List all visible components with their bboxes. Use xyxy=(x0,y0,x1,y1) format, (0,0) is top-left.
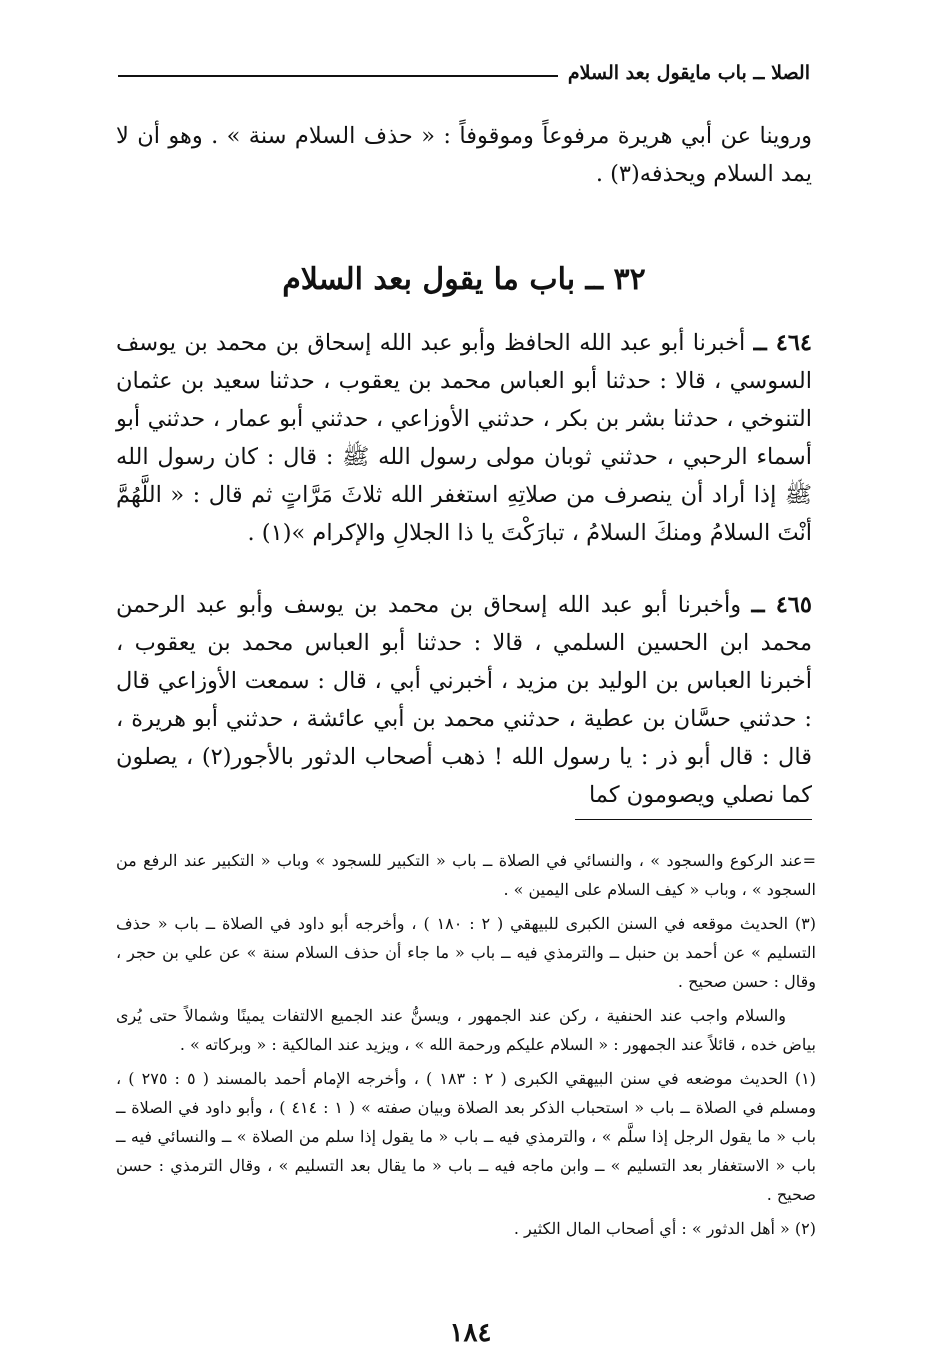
intro-paragraph: وروينا عن أبي هريرة مرفوعاً وموقوفاً : « حذف السلام سنة » . وهو أن لا يمد السلام ويحذفه(٣) . xyxy=(116,123,812,187)
hadith-text: أخبرنا أبو عبد الله الحافظ وأبو عبد الله إسحاق بن محمد بن يوسف السوسي ، قالا : حدثنا أبو العباس محمد بن يعقوب ، حدثنا سعيد بن عثمان التنوخي ، حدثنا بشر بن بكر ، حدثني الأوزاعي ، حدثني أبو عمار ، حدثني أبو أسماء الرحبي ، حدثني ثوبان مولى رسول الله ﷺ : قال : كان رسول الله ﷺ إذا أراد أن ينصرف من صلاتِهِ استغفر الله ثلاثَ مَرَّاتٍ ثم قال : « اللَّهُمَّ أنْتَ السلامُ ومنكَ السلامُ ، تبارَكْتَ يا ذا الجلالِ والإكرام »(١) . xyxy=(116,330,812,546)
running-header xyxy=(118,58,810,88)
hadith-text: وأخبرنا أبو عبد الله إسحاق بن محمد بن يوسف وأبو عبد الرحمن محمد ابن الحسين السلمي ، قالا : حدثنا أبو العباس محمد بن يعقوب ، أخبرنا العباس بن الوليد بن مزيد ، أخبرني أبي ، قال : سمعت الأوزاعي قال : حدثني حسَّان بن عطية ، حدثني محمد بن أبي عائشة ، حدثني أبو هريرة ، قال : قال أبو ذر : يا رسول الله ! ذهب أصحاب الدثور بالأجور(٢) ، يصلون كما نصلي ويصومون كما xyxy=(116,592,813,808)
page-number: ١٨٤ xyxy=(449,1318,492,1348)
footnote-separator xyxy=(575,819,812,820)
hadith-464 xyxy=(116,324,812,552)
footnote-2: (٢) « أهل الدثور » : أي أصحاب المال الكثير . xyxy=(513,1219,816,1238)
running-head-title: الصلا ــ باب مايقول بعد السلام xyxy=(567,62,810,84)
footnote-continuation: =عند الركوع والسجود » ، والنسائي في الصلاة ــ باب « التكبير للسجود » وباب « التكبير عند الرفع من السجود » ، وباب « كيف السلام على اليمين » . xyxy=(116,851,816,899)
footnote-note: والسلام واجب عند الحنفية ، ركن عند الجمهور ، ويسنُّ عند الجميع الالتفات يمينًا وشمالاً حتى يُرى بياض خده ، قائلاً عند الجمهور : « السلام عليكم ورحمة الله » ، ويزيد عند المالكية : « وبركاته » . xyxy=(116,1006,816,1054)
chapter-title: ٣٢ ــ باب ما يقول بعد السلام xyxy=(282,262,646,297)
hadith-465 xyxy=(116,586,812,814)
footnotes xyxy=(116,846,816,1248)
footnote-1: (١) الحديث موضعه في سنن البيهقي الكبرى ( ٢ : ١٨٣ ) ، وأخرجه الإمام أحمد بالمسند ( ٥ : ٢٧٥ ) ، ومسلم في الصلاة ــ باب « استحباب الذكر بعد الصلاة وبيان صفته » ( ١ : ٤١٤ ) ، وأبو داود في الصلاة ــ باب « ما يقول الرجل إذا سلَّم » ، والترمذي فيه ــ باب « ما يقول إذا سلم من الصلاة » ــ والنسائي فيه ــ باب « الاستغفار بعد التسليم » ــ وابن ماجه فيه ــ باب « ما يقال بعد التسليم » ، وقال الترمذي : حسن صحيح . xyxy=(116,1069,817,1204)
hadith-number: ٤٦٤ ــ xyxy=(753,330,812,356)
footnote-3: (٣) الحديث موقعه في السنن الكبرى للبيهقي ( ٢ : ١٨٠ ) ، وأخرجه أبو داود في الصلاة ــ باب « حذف التسليم » عن أحمد بن حنبل ــ والترمذي فيه ــ باب « ما جاء أن حذف السلام سنة » عن علي بن حجر ، وقال : حسن صحيح . xyxy=(116,914,817,991)
hadith-number: ٤٦٥ ــ xyxy=(751,592,812,618)
header-rule xyxy=(118,75,558,77)
